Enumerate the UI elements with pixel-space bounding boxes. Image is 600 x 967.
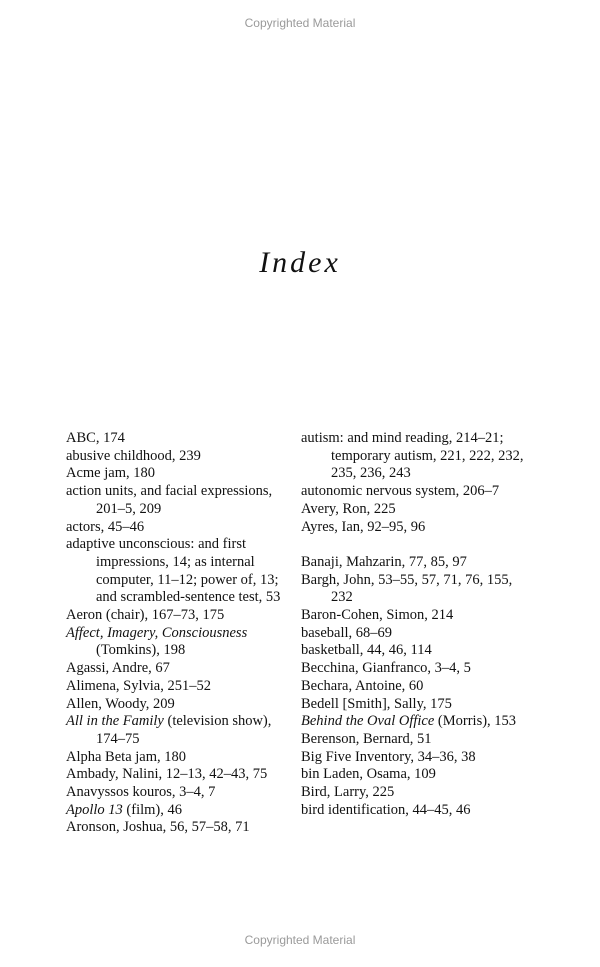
index-column-right bbox=[301, 430, 533, 819]
index-entry: Bargh, John, 53–55, 57, 71, 76, 155, 232 bbox=[301, 571, 513, 606]
index-entry: Alpha Beta jam, 180 bbox=[66, 748, 187, 765]
index-entry: Bedell [Smith], Sally, 175 bbox=[301, 695, 452, 712]
index-entry: Bird, Larry, 225 bbox=[301, 784, 395, 801]
index-entry: Baron-Cohen, Simon, 214 bbox=[301, 607, 454, 624]
index-entry: bin Laden, Osama, 109 bbox=[301, 766, 436, 783]
index-entry: abusive childhood, 239 bbox=[66, 447, 201, 464]
page-title: Index bbox=[259, 246, 341, 279]
index-entry: Ayres, Ian, 92–95, 96 bbox=[301, 518, 426, 535]
index-entry: Behind the Oval Office (Morris), 153 bbox=[301, 713, 517, 730]
index-entry: Affect, Imagery, Consciousness (Tomkins), 198 bbox=[66, 624, 248, 659]
copyright-watermark-bottom: Copyrighted Material bbox=[244, 933, 356, 947]
index-entry: autism: and mind reading, 214–21; temporary autism, 221, 222, 232, 235, 236, 243 bbox=[301, 430, 524, 482]
index-entry: basketball, 44, 46, 114 bbox=[301, 642, 432, 659]
index-entry: Banaji, Mahzarin, 77, 85, 97 bbox=[301, 553, 467, 570]
index-entry: Alimena, Sylvia, 251–52 bbox=[66, 677, 211, 694]
letter-group-spacer bbox=[301, 536, 533, 554]
index-entry: baseball, 68–69 bbox=[301, 624, 393, 641]
index-entry: Aronson, Joshua, 56, 57–58, 71 bbox=[66, 819, 250, 836]
index-entry: Acme jam, 180 bbox=[66, 465, 155, 482]
index-entry: actors, 45–46 bbox=[66, 518, 145, 535]
index-entry: Becchina, Gianfranco, 3–4, 5 bbox=[301, 660, 471, 677]
index-entry: Allen, Woody, 209 bbox=[66, 695, 175, 712]
index-entry: Aeron (chair), 167–73, 175 bbox=[66, 607, 225, 624]
index-entry: adaptive unconscious: and first impressions, 14; as internal computer, 11–12; power of, 13; and scrambled-sentence test, 53 bbox=[66, 536, 281, 606]
index-entry: Berenson, Bernard, 51 bbox=[301, 730, 432, 747]
index-entry: ABC, 174 bbox=[66, 430, 125, 446]
index-entry: autonomic nervous system, 206–7 bbox=[301, 483, 500, 500]
copyright-watermark-top: Copyrighted Material bbox=[244, 16, 356, 30]
index-entry: action units, and facial expressions, 201–5, 209 bbox=[66, 483, 273, 517]
index-entry: Agassi, Andre, 67 bbox=[66, 660, 170, 677]
index-entry: Anavyssos kouros, 3–4, 7 bbox=[66, 784, 216, 801]
index-entry: bird identification, 44–45, 46 bbox=[301, 801, 471, 818]
index-column-left bbox=[66, 430, 288, 837]
index-entry: Big Five Inventory, 34–36, 38 bbox=[301, 748, 476, 765]
index-entry: Apollo 13 (film), 46 bbox=[66, 801, 182, 818]
index-entry: All in the Family (television show), 174–75 bbox=[66, 713, 272, 747]
index-entry: Ambady, Nalini, 12–13, 42–43, 75 bbox=[66, 766, 268, 783]
index-entry: Avery, Ron, 225 bbox=[301, 500, 396, 517]
index-entry: Bechara, Antoine, 60 bbox=[301, 677, 424, 694]
